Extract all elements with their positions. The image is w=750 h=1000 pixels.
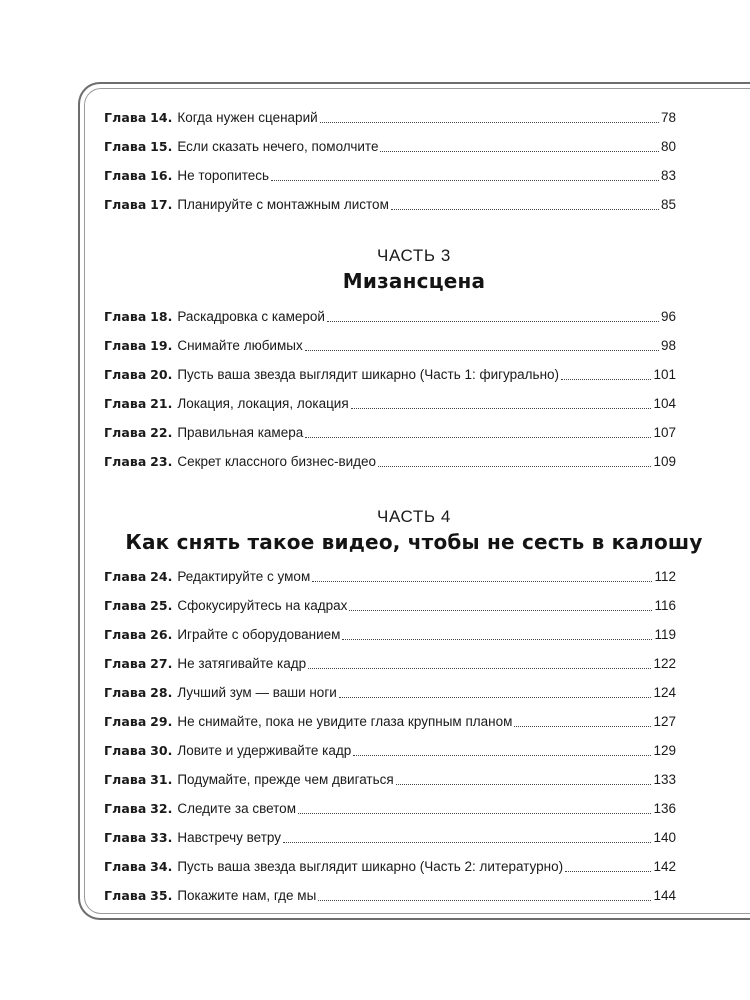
page-number: 78 [660,110,676,125]
page-number: 119 [654,627,676,642]
chapter-number: 15. [150,139,173,154]
toc-entry[interactable] [104,334,676,354]
dot-leader [349,610,652,611]
chapter-title: Ловите и удерживайте кадр [177,743,352,758]
toc-entry[interactable] [104,797,676,817]
chapter-prefix: Глава [104,656,147,671]
chapter-title: Сфокусируйтесь на кадрах [177,598,348,613]
chapter-number: 22. [150,425,173,440]
page-number: 85 [660,197,676,212]
toc-entry[interactable] [104,450,676,470]
chapter-prefix: Глава [104,425,147,440]
page-number: 127 [653,714,676,729]
chapter-title: Когда нужен сценарий [177,110,318,125]
dot-leader [342,639,652,640]
chapter-title: Не торопитесь [177,168,270,183]
chapter-prefix: Глава [104,859,147,874]
dot-leader [318,900,651,901]
chapter-title: Не снимайте, пока не увидите глаза крупным планом [177,714,513,729]
chapter-number: 30. [150,743,173,758]
dot-leader [378,466,651,467]
chapter-title: Пусть ваша звезда выглядит шикарно (Часть 1: фигурально) [177,367,560,382]
chapter-title: Секрет классного бизнес-видео [177,454,377,469]
toc-entry[interactable] [104,739,676,759]
part-3-label: ЧАСТЬ 3 [377,246,451,265]
page-number: 104 [653,396,676,411]
chapter-prefix: Глава [104,396,147,411]
chapter-title: Следите за светом [177,801,296,816]
chapter-title: Не затягивайте кадр [177,656,307,671]
chapter-number: 27. [150,656,173,671]
chapter-title: Играйте с оборудованием [177,627,341,642]
page-number: 98 [660,338,676,353]
chapter-title: Покажите нам, где мы [177,888,317,903]
dot-leader [327,321,659,322]
page-number: 83 [660,168,676,183]
toc-entry[interactable] [104,710,676,730]
chapter-title: Планируйте с монтажным листом [177,197,389,212]
page-number: 142 [653,859,676,874]
chapter-prefix: Глава [104,598,147,613]
part-4-label: ЧАСТЬ 4 [377,507,451,526]
dot-leader [271,180,659,181]
dot-leader [396,784,652,785]
page-number: 144 [653,888,676,903]
page-number: 109 [653,454,676,469]
chapter-number: 28. [150,685,173,700]
toc-entry[interactable] [104,623,676,643]
dot-leader [320,122,659,123]
dot-leader [391,209,659,210]
toc-entry[interactable] [104,826,676,846]
toc-entry[interactable] [104,392,676,412]
chapter-prefix: Глава [104,685,147,700]
chapter-prefix: Глава [104,743,147,758]
chapter-title: Подумайте, прежде чем двигаться [177,772,394,787]
chapter-prefix: Глава [104,888,147,903]
chapter-prefix: Глава [104,139,147,154]
chapter-number: 26. [150,627,173,642]
dot-leader [351,408,652,409]
chapter-title: Если сказать нечего, помолчите [177,139,379,154]
toc-entry[interactable] [104,135,676,155]
chapter-prefix: Глава [104,627,147,642]
chapter-title: Локация, локация, локация [177,396,349,411]
toc-entry[interactable] [104,652,676,672]
chapter-prefix: Глава [104,830,147,845]
page-number: 101 [653,367,676,382]
chapter-prefix: Глава [104,197,147,212]
page-number: 136 [653,801,676,816]
chapter-prefix: Глава [104,367,147,382]
chapter-number: 16. [150,168,173,183]
chapter-prefix: Глава [104,309,147,324]
chapter-title: Лучший зум — ваши ноги [177,685,337,700]
toc-entry[interactable] [104,164,676,184]
toc-entry[interactable] [104,421,676,441]
chapter-title: Снимайте любимых [177,338,303,353]
chapter-number: 34. [150,859,173,874]
dot-leader [305,350,659,351]
toc-entry[interactable] [104,363,676,383]
chapter-number: 14. [150,110,173,125]
chapter-number: 35. [150,888,173,903]
page-number: 107 [653,425,676,440]
toc-entry[interactable] [104,106,676,126]
chapter-number: 21. [150,396,173,411]
toc-entry[interactable] [104,305,676,325]
chapter-number: 32. [150,801,173,816]
toc-entry[interactable] [104,855,676,875]
page-number: 96 [660,309,676,324]
page-number: 122 [653,656,676,671]
chapter-prefix: Глава [104,454,147,469]
toc-entry[interactable] [104,768,676,788]
toc-entry[interactable] [104,594,676,614]
dot-leader [283,842,651,843]
chapter-prefix: Глава [104,714,147,729]
chapter-prefix: Глава [104,772,147,787]
dot-leader [565,871,651,872]
page-number: 116 [654,598,676,613]
page-number: 112 [654,569,676,584]
toc-entry[interactable] [104,884,676,904]
part-3-title: Мизансцена [342,269,486,293]
chapter-prefix: Глава [104,168,147,183]
chapter-number: 18. [150,309,173,324]
chapter-number: 23. [150,454,173,469]
chapter-number: 31. [150,772,173,787]
chapter-prefix: Глава [104,801,147,816]
page-number: 140 [653,830,676,845]
dot-leader [353,755,651,756]
chapter-number: 33. [150,830,173,845]
toc-entry[interactable] [104,565,676,585]
chapter-number: 17. [150,197,173,212]
dot-leader [305,437,651,438]
page-number: 80 [660,139,676,154]
chapter-number: 20. [150,367,173,382]
chapter-prefix: Глава [104,569,147,584]
chapter-number: 25. [150,598,173,613]
chapter-title: Навстречу ветру [177,830,282,845]
toc-entry[interactable] [104,193,676,213]
chapter-number: 24. [150,569,173,584]
toc-entry[interactable] [104,681,676,701]
dot-leader [308,668,651,669]
chapter-prefix: Глава [104,338,147,353]
dot-leader [312,581,652,582]
page-number: 133 [653,772,676,787]
chapter-title: Пусть ваша звезда выглядит шикарно (Часть 2: литературно) [177,859,564,874]
dot-leader [339,697,652,698]
part-4-title: Как снять такое видео, чтобы не сесть в калошу [125,530,703,554]
page-number: 124 [653,685,676,700]
dot-leader [561,379,651,380]
dot-leader [514,726,651,727]
dot-leader [298,813,651,814]
chapter-title: Раскадровка с камерой [177,309,325,324]
chapter-prefix: Глава [104,110,147,125]
chapter-title: Редактируйте с умом [177,569,311,584]
chapter-number: 29. [150,714,173,729]
dot-leader [380,151,658,152]
page-number: 129 [653,743,676,758]
chapter-title: Правильная камера [177,425,304,440]
chapter-number: 19. [150,338,173,353]
